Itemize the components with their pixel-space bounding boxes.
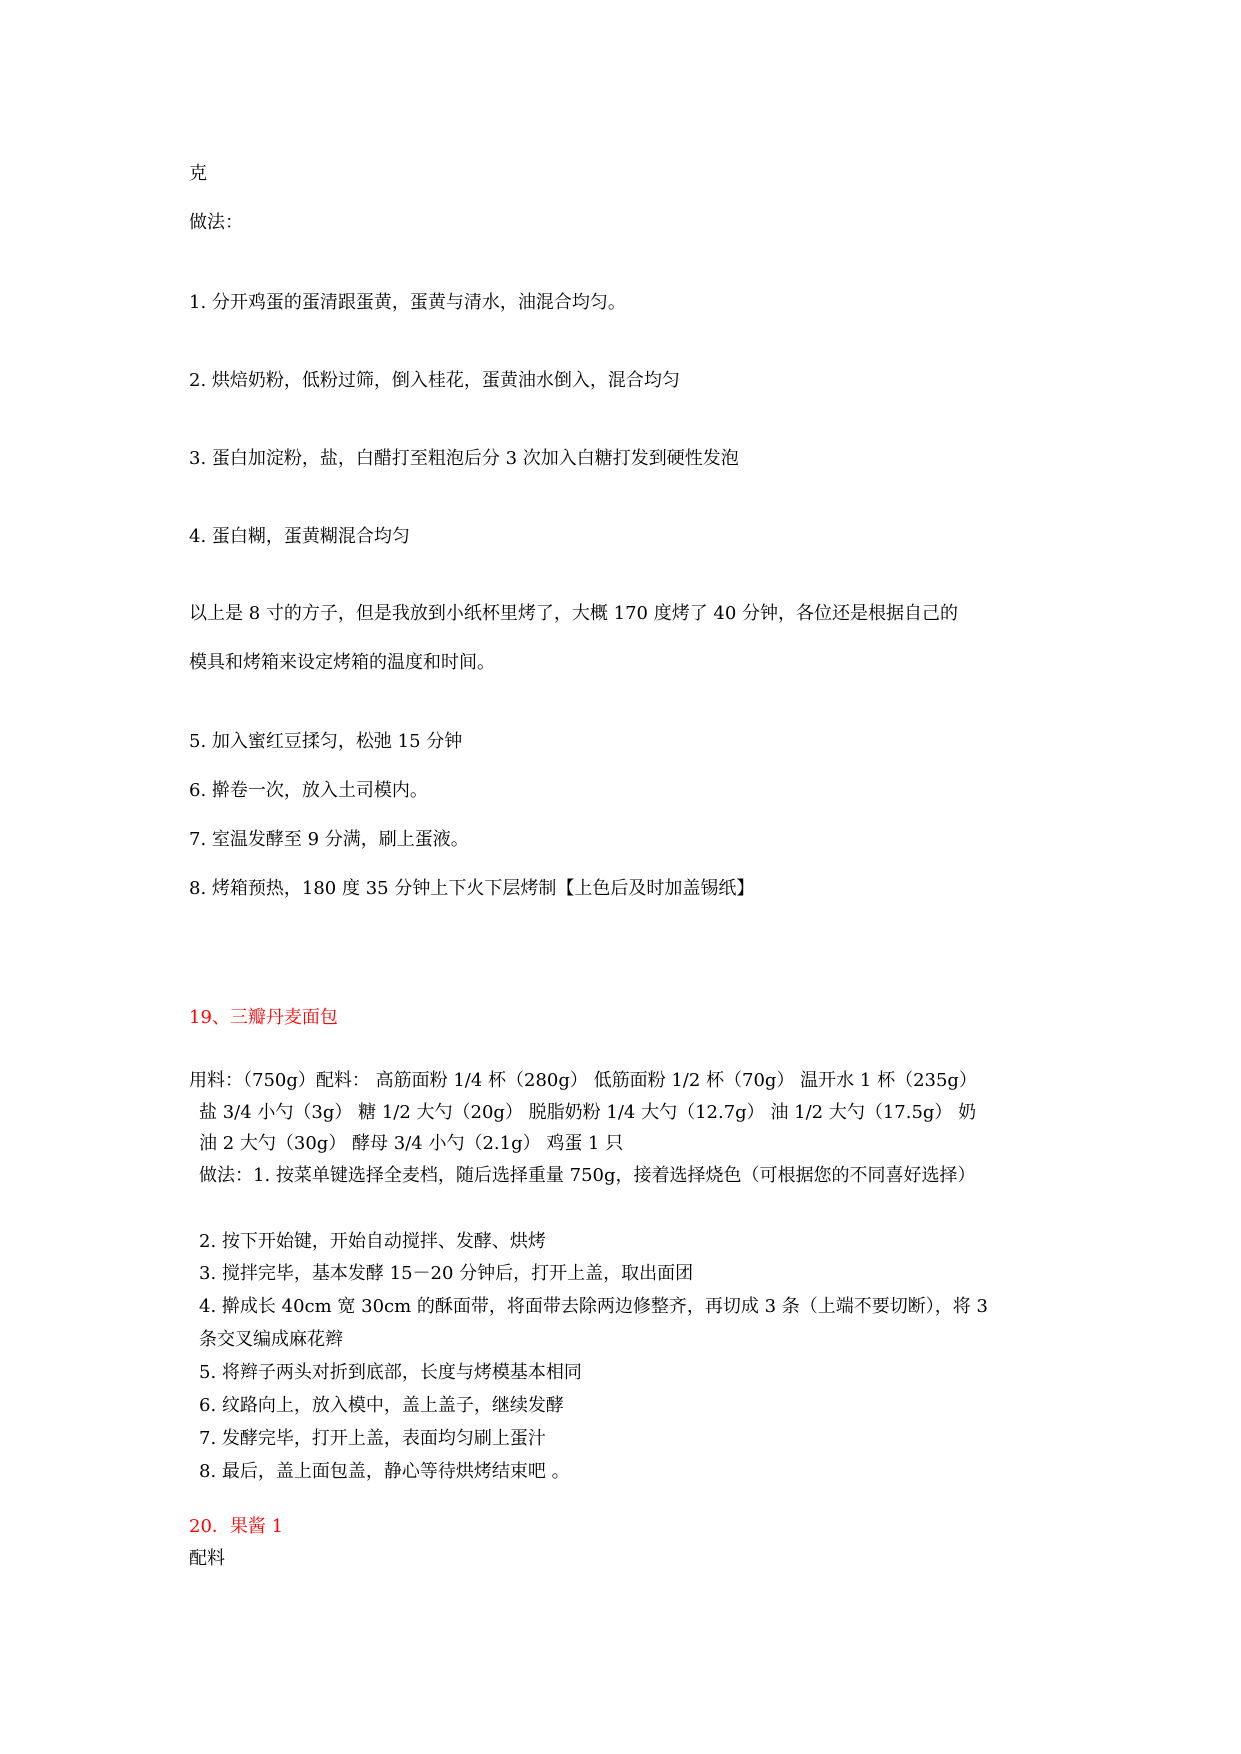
step-line: 4. 蛋白糊，蛋黄糊混合均匀 <box>189 526 410 547</box>
step-line: 8. 烤箱预热，180 度 35 分钟上下火下层烤制【上色后及时加盖锡纸】 <box>189 878 755 899</box>
method-line: 做法：1. 按菜单键选择全麦档，随后选择重量 750g，接着选择烧色（可根据您的不同喜好选择） <box>199 1165 976 1186</box>
step-line: 2. 按下开始键，开始自动搅拌、发酵、烘烤 <box>199 1231 546 1252</box>
step-line: 8. 最后，盖上面包盖，静心等待烘烤结束吧 。 <box>199 1461 570 1482</box>
step-line: 1. 分开鸡蛋的蛋清跟蛋黄，蛋黄与清水，油混合均匀。 <box>189 292 626 313</box>
recipe20-heading: 20．果酱 1 <box>189 1516 284 1537</box>
note-line: 以上是 8 寸的方子，但是我放到小纸杯里烤了，大概 170 度烤了 40 分钟，各位还是根据自己的 <box>189 603 959 624</box>
step-line: 5. 加入蜜红豆揉匀，松弛 15 分钟 <box>189 731 463 752</box>
ingredient-line: 油 2 大勺（30g） 酵母 3/4 小勺（2.1g） 鸡蛋 1 只 <box>199 1133 624 1154</box>
method-label: 做法： <box>189 212 243 233</box>
step-line: 7. 室温发酵至 9 分满，刷上蛋液。 <box>189 829 469 850</box>
ingredient-line: 盐 3/4 小勺（3g） 糖 1/2 大勺（20g） 脱脂奶粉 1/4 大勺（12.7g） 油 1/2 大勺（17.5g） 奶 <box>199 1102 977 1123</box>
step-line: 5. 将辫子两头对折到底部，长度与烤模基本相同 <box>199 1362 582 1383</box>
note-line: 模具和烤箱来设定烤箱的温度和时间。 <box>189 652 495 673</box>
lead-word: 克 <box>189 163 207 184</box>
step-line: 4. 擀成长 40cm 宽 30cm 的酥面带，将面带去除两边修整齐，再切成 3 条（上端不要切断），将 3 <box>199 1296 988 1317</box>
step-line: 2. 烘焙奶粉，低粉过筛，倒入桂花，蛋黄油水倒入，混合均匀 <box>189 370 680 391</box>
step-line: 条交叉编成麻花辫 <box>199 1329 343 1350</box>
recipe19-heading: 19、三瓣丹麦面包 <box>189 1007 338 1028</box>
ingredient-line: 用料：（750g）配料： 高筋面粉 1/4 杯（280g） 低筋面粉 1/2 杯（70g） 温开水 1 杯（235g） <box>189 1070 977 1091</box>
step-line: 3. 蛋白加淀粉，盐，白醋打至粗泡后分 3 次加入白糖打发到硬性发泡 <box>189 448 739 469</box>
step-line: 6. 擀卷一次，放入土司模内。 <box>189 780 428 801</box>
step-line: 6. 纹路向上，放入模中，盖上盖子，继续发酵 <box>199 1395 564 1416</box>
step-line: 3. 搅拌完毕，基本发酵 15－20 分钟后，打开上盖，取出面团 <box>199 1263 694 1284</box>
step-line: 7. 发酵完毕，打开上盖，表面均匀刷上蛋汁 <box>199 1428 546 1449</box>
ingredients-label: 配料 <box>189 1548 225 1569</box>
